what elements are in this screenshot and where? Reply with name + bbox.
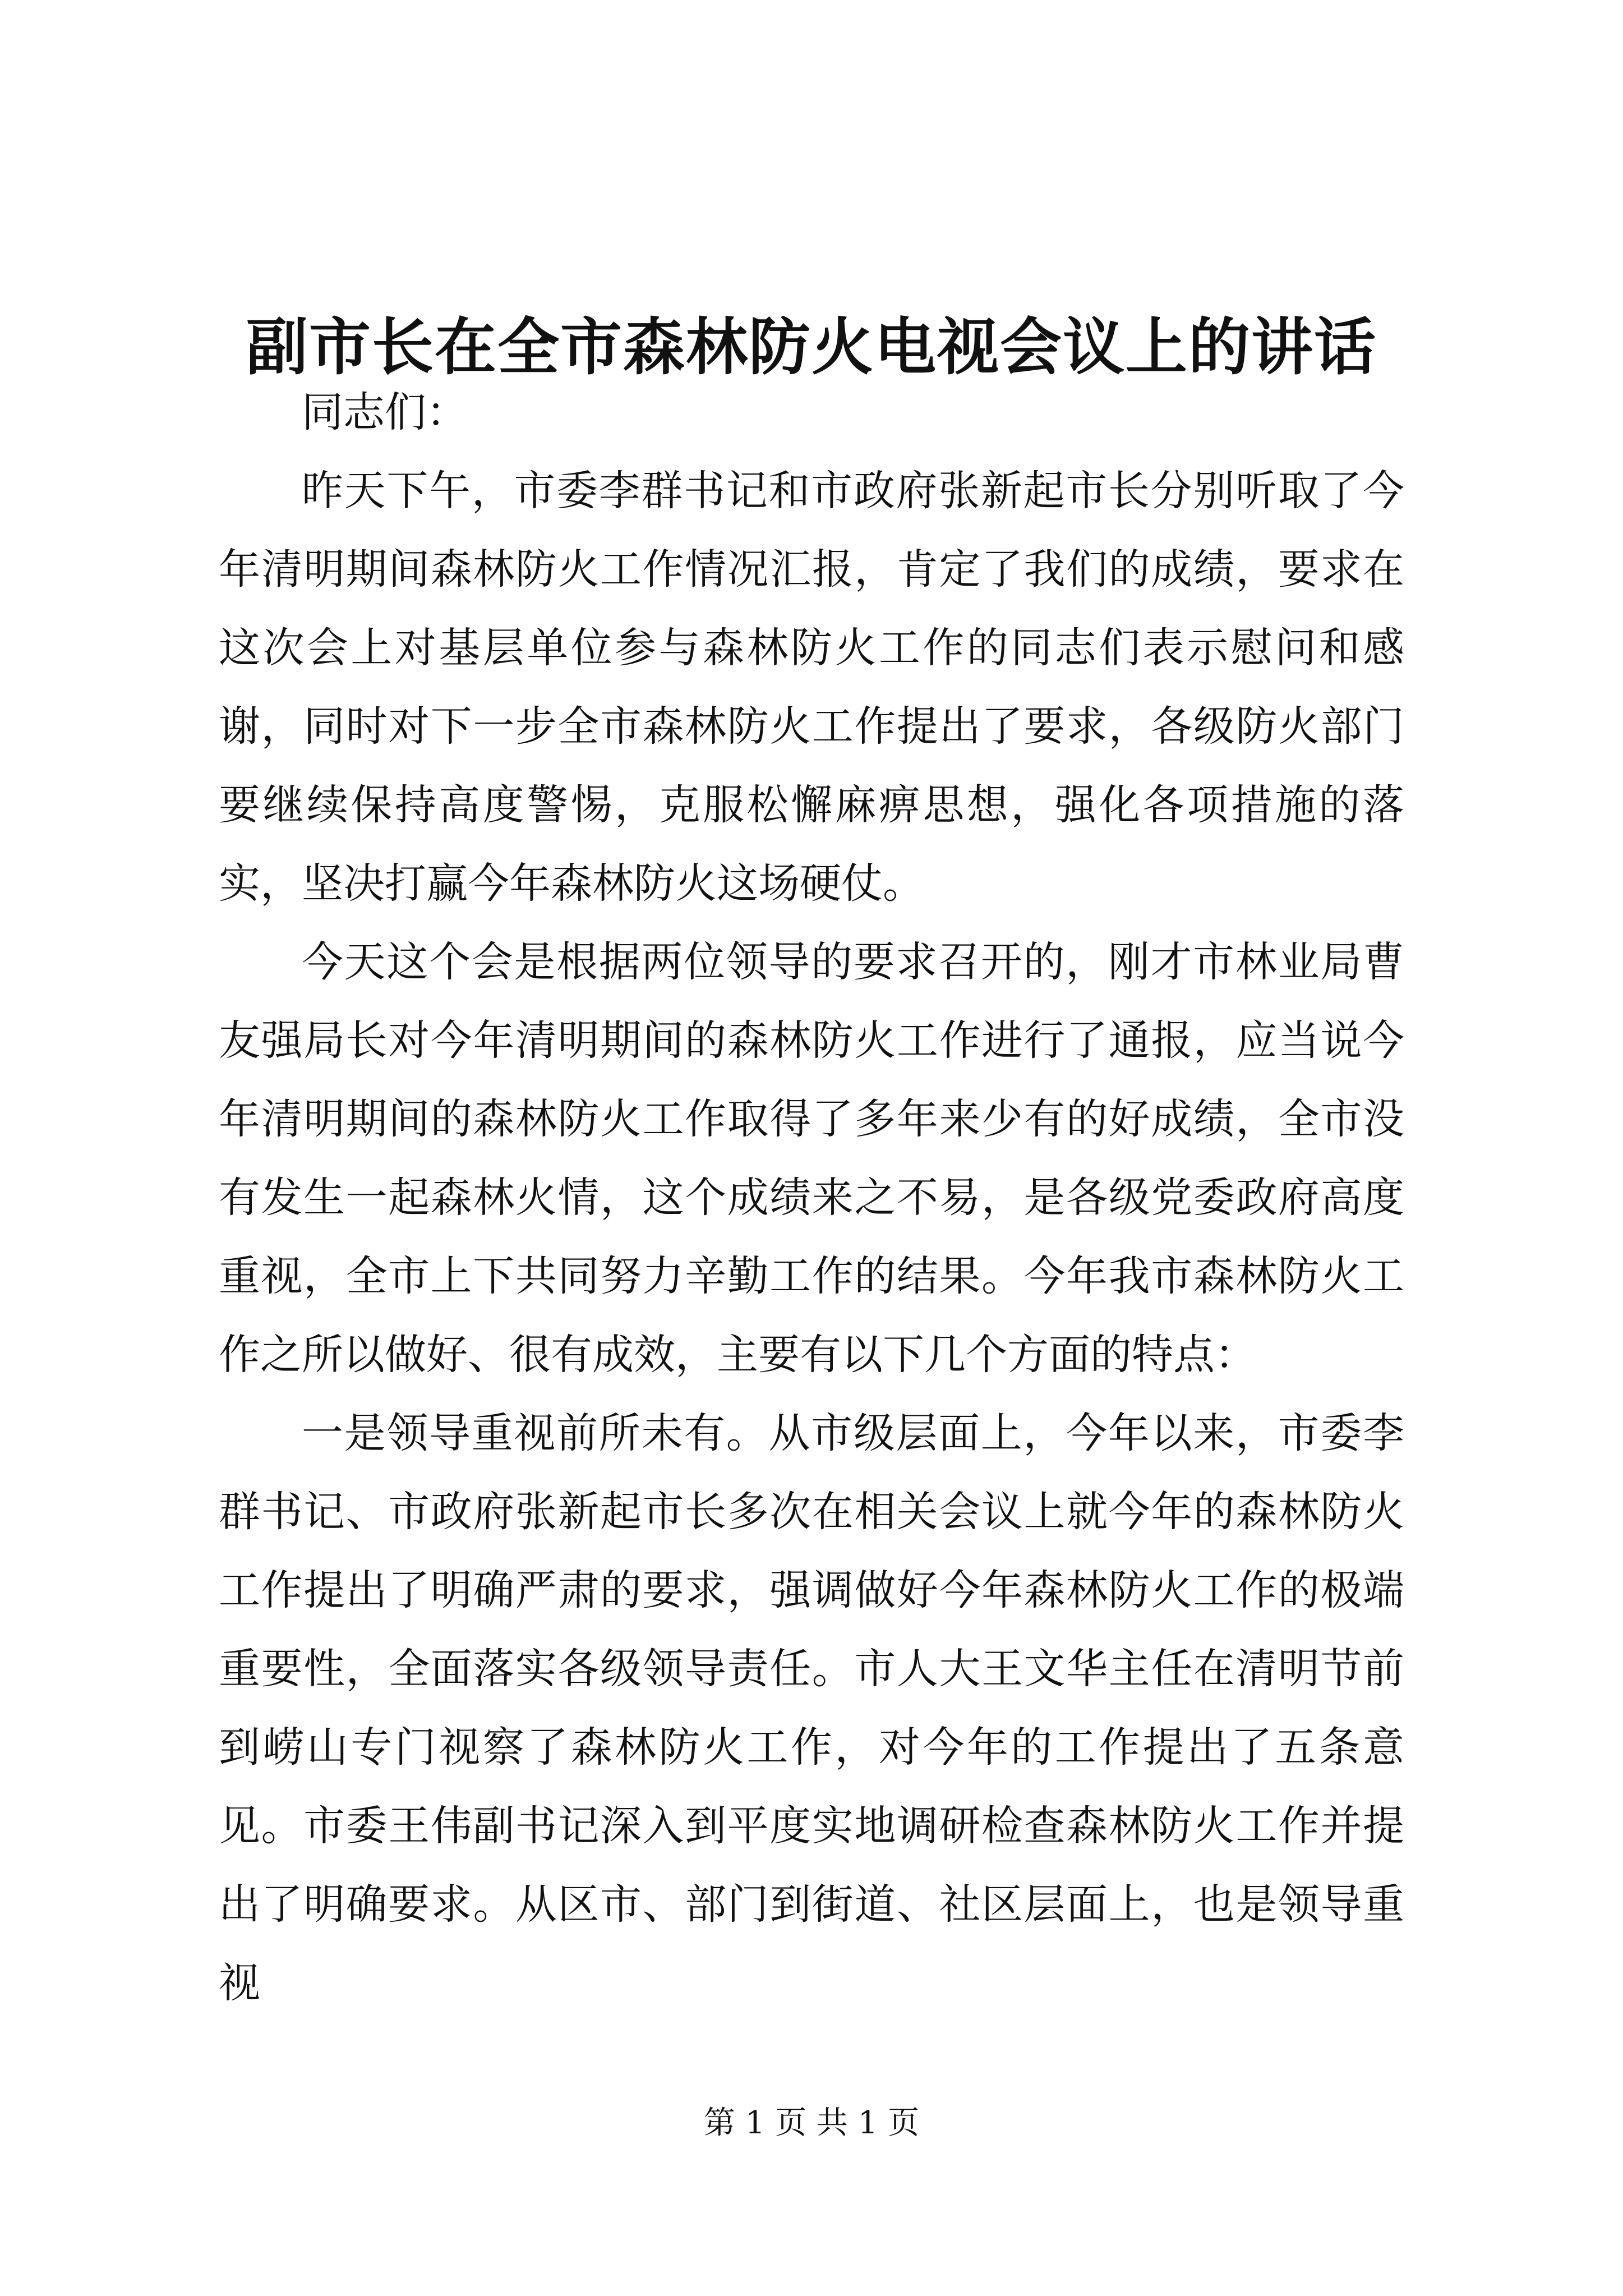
- page-footer: 第 1 页 共 1 页: [703, 2105, 920, 2141]
- salutation: 同志们：: [302, 388, 468, 436]
- paragraph-1: 昨天下午，市委李群书记和市政府张新起市长分别听取了今年清明期间森林防火工作情况汇报，肯定了我们的成绩，要求在这次会上对基层单位参与森林防火工作的同志们表示慰问和感谢，同时对下一步全市森林防火工作提出了要求，各级防火部门要继续保持高度警惕，克服松懈麻痹思想，强化各项措施的落实，坚决打赢今年森林防火这场硬仗。: [219, 467, 1404, 908]
- document-body: [219, 373, 1404, 2022]
- paragraph-2: 今天这个会是根据两位领导的要求召开的，刚才市林业局曹友强局长对今年清明期间的森林防火工作进行了通报，应当说今年清明期间的森林防火工作取得了多年来少有的好成绩，全市没有发生一起森林火情，这个成绩来之不易，是各级党委政府高度重视，全市上下共同努力辛勤工作的结果。今年我市森林防火工作之所以做好、很有成效，主要有以下几个方面的特点：: [219, 938, 1404, 1379]
- document-title: 副市长在全市森林防火电视会议上的讲话: [246, 310, 1377, 383]
- paragraph-3: 一是领导重视前所未有。从市级层面上，今年以来，市委李群书记、市政府张新起市长多次在相关会议上就今年的森林防火工作提出了明确严肃的要求，强调做好今年森林防火工作的极端重要性，全面落实各级领导责任。市人大王文华主任在清明节前到崂山专门视察了森林防火工作，对今年的工作提出了五条意见。市委王伟副书记深入到平度实地调研检查森林防火工作并提出了明确要求。从区市、部门到街道、社区层面上，也是领导重视: [219, 1409, 1404, 2007]
